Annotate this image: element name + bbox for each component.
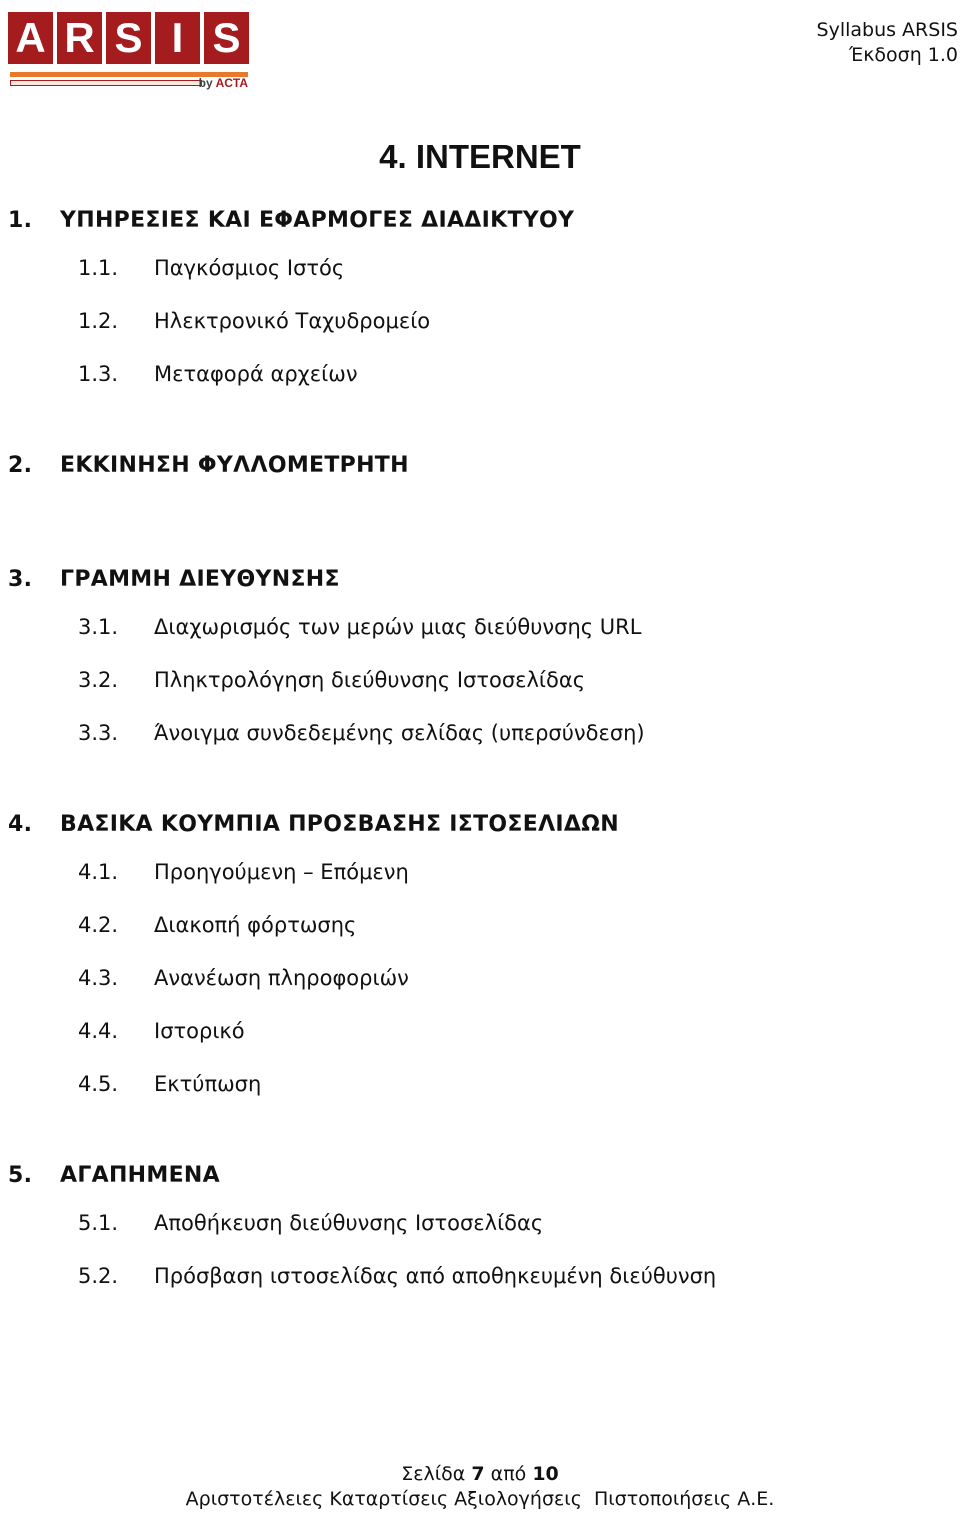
section-number: 3.	[8, 567, 33, 592]
page-number	[0, 1462, 960, 1487]
page-of: από	[490, 1463, 527, 1485]
item-number: 5.1.	[78, 1211, 119, 1235]
list-item	[0, 1005, 960, 1058]
item-number: 4.5.	[78, 1072, 119, 1096]
list-item	[0, 899, 960, 952]
list-item	[0, 1197, 960, 1250]
section-1	[0, 200, 960, 401]
section-2	[0, 445, 960, 487]
item-text: Άνοιγμα συνδεδεμένης σελίδας (υπερσύνδεση)	[154, 721, 645, 745]
section-items	[0, 1197, 960, 1303]
section-title: ΓΡΑΜΜΗ ΔΙΕΥΘΥΝΣΗΣ	[60, 567, 340, 592]
page-label: Σελίδα	[401, 1463, 466, 1485]
item-number: 4.1.	[78, 860, 119, 884]
section-3	[0, 559, 960, 760]
logo-letter: A	[8, 12, 53, 64]
list-item	[0, 846, 960, 899]
item-text: Πρόσβαση ιστοσελίδας από αποθηκευμένη διεύθυνση	[154, 1264, 717, 1288]
logo-letter: R	[57, 12, 102, 64]
list-item	[0, 601, 960, 654]
item-text: Εκτύπωση	[154, 1072, 262, 1096]
list-item	[0, 1250, 960, 1303]
list-item	[0, 654, 960, 707]
section-number: 2.	[8, 453, 33, 478]
arsis-logo	[8, 12, 252, 90]
section-heading	[0, 559, 960, 601]
list-item	[0, 1058, 960, 1111]
item-text: Διακοπή φόρτωσης	[154, 913, 357, 937]
item-text: Ανανέωση πληροφοριών	[154, 966, 409, 990]
item-number: 3.2.	[78, 668, 119, 692]
list-item	[0, 348, 960, 401]
section-title: ΥΠΗΡΕΣΙΕΣ ΚΑΙ ΕΦΑΡΜΟΓΕΣ ΔΙΑΔΙΚΤΥΟΥ	[60, 208, 575, 233]
section-title: ΒΑΣΙΚΑ ΚΟΥΜΠΙΑ ΠΡΟΣΒΑΣΗΣ ΙΣΤΟΣΕΛΙΔΩΝ	[60, 812, 619, 837]
list-item	[0, 707, 960, 760]
item-number: 4.3.	[78, 966, 119, 990]
section-title: ΕΚΚΙΝΗΣΗ ΦΥΛΛΟΜΕΤΡΗΤΗ	[60, 453, 409, 478]
section-items	[0, 846, 960, 1111]
section-heading	[0, 200, 960, 242]
page-footer	[0, 1462, 960, 1512]
logo-bar-outline	[10, 80, 202, 86]
item-number: 3.3.	[78, 721, 119, 745]
item-number: 5.2.	[78, 1264, 119, 1288]
section-number: 4.	[8, 812, 33, 837]
version-label: Έκδοση 1.0	[849, 44, 958, 66]
list-item	[0, 242, 960, 295]
logo-letter: I	[155, 12, 200, 64]
logo-letter: S	[106, 12, 151, 64]
page-current: 7	[471, 1463, 485, 1485]
item-text: Διαχωρισμός των μερών μιας διεύθυνσης URL	[154, 615, 642, 639]
section-heading	[0, 1155, 960, 1197]
item-text: Προηγούμενη – Επόμενη	[154, 860, 409, 884]
company-name: Αριστοτέλειες Καταρτίσεις Αξιολογήσεις Πιστοποιήσεις Α.Ε.	[185, 1488, 775, 1510]
item-text: Παγκόσμιος Ιστός	[154, 256, 345, 280]
logo-byline	[199, 76, 248, 90]
list-item	[0, 295, 960, 348]
item-number: 1.2.	[78, 309, 119, 333]
item-number: 1.1.	[78, 256, 119, 280]
section-number: 5.	[8, 1163, 33, 1188]
syllabus-sections	[0, 200, 960, 1347]
section-heading	[0, 804, 960, 846]
logo-acta: ACTA	[215, 76, 248, 90]
section-5	[0, 1155, 960, 1303]
item-text: Ιστορικό	[154, 1019, 245, 1043]
section-items	[0, 242, 960, 401]
document-header-info	[817, 18, 958, 68]
section-title: ΑΓΑΠΗΜΕΝΑ	[60, 1163, 220, 1188]
item-number: 4.2.	[78, 913, 119, 937]
list-item	[0, 952, 960, 1005]
item-text: Ηλεκτρονικό Ταχυδρομείο	[154, 309, 431, 333]
logo-letter: S	[204, 12, 249, 64]
syllabus-label: Syllabus ARSIS	[816, 19, 958, 41]
page-total: 10	[532, 1463, 559, 1485]
item-text: Αποθήκευση διεύθυνσης Ιστοσελίδας	[154, 1211, 544, 1235]
item-text: Πληκτρολόγηση διεύθυνσης Ιστοσελίδας	[154, 668, 586, 692]
section-items	[0, 601, 960, 760]
section-heading	[0, 445, 960, 487]
item-number: 1.3.	[78, 362, 119, 386]
logo-letters	[8, 12, 252, 64]
section-4	[0, 804, 960, 1111]
section-number: 1.	[8, 208, 33, 233]
item-text: Μεταφορά αρχείων	[154, 362, 358, 386]
logo-by: by	[198, 76, 213, 90]
page-title: 4. INTERNET	[379, 138, 581, 175]
item-number: 3.1.	[78, 615, 119, 639]
item-number: 4.4.	[78, 1019, 119, 1043]
